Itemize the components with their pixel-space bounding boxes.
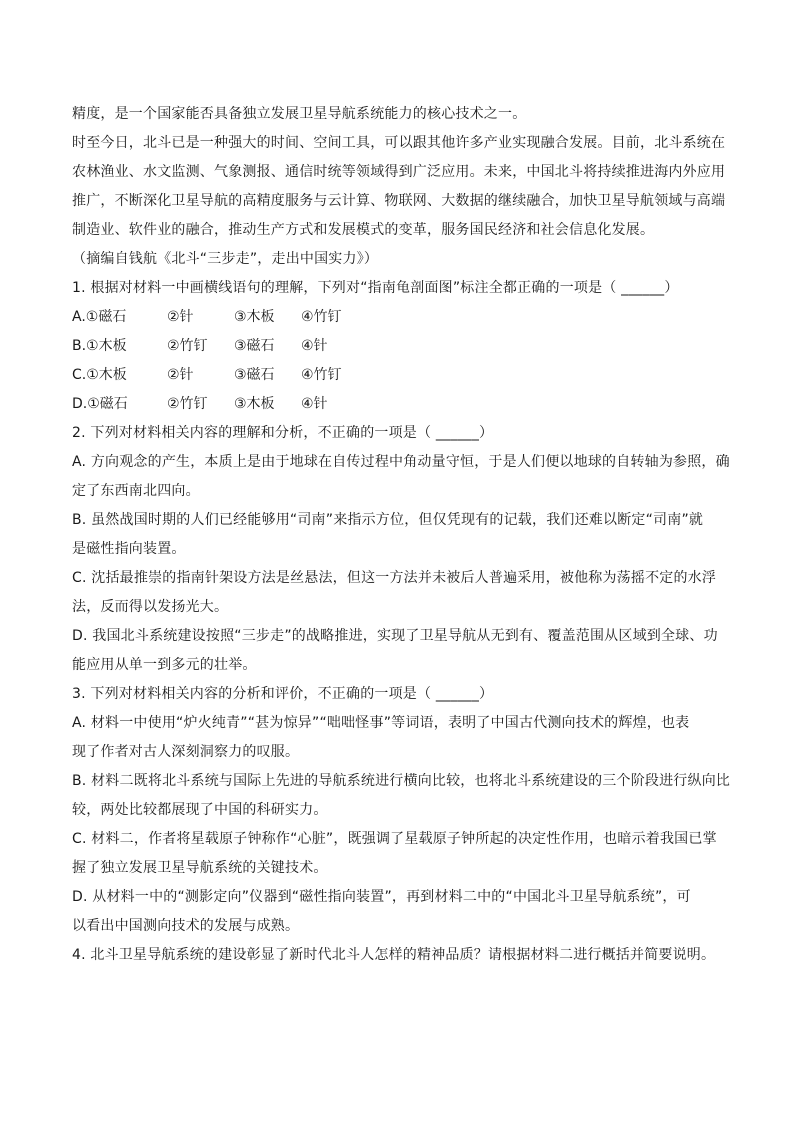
option-part: ④针 <box>301 338 328 354</box>
option-line: B. 材料二既将北斗系统与国际上先进的导航系统进行横向比较，也将北斗系统建设的三个阶段进行纵向比 <box>72 773 731 789</box>
option-part: ③木板 <box>234 309 275 325</box>
question-stem: 1. 根据对材料一中画横线语句的理解，下列对“指南龟剖面图”标注全都正确的一项是（ ______） <box>72 280 679 296</box>
option-c <box>72 361 722 390</box>
option-line: 握了独立发展卫星导航系统的关键技术。 <box>72 860 328 876</box>
passage-line: 精度，是一个国家能否具备独立发展卫星导航系统能力的核心技术之一。 <box>72 106 527 122</box>
option-part: A.①磁石 <box>72 309 127 325</box>
option-part: ③木板 <box>234 396 275 412</box>
option-line: D. 从材料一中的“测影定向”仪器到“磁性指向装置”，再到材料二中的“中国北斗卫星导航系统”，可 <box>72 889 691 905</box>
question-4 <box>72 941 722 970</box>
option-line: C. 材料二，作者将星载原子钟称作“心脏”，既强调了星载原子钟所起的决定性作用，也暗示着我国已掌 <box>72 831 717 847</box>
option-line: B. 虽然战国时期的人们已经能够用“司南”来指示方位，但仅凭现有的记载，我们还难以断定“司南”就 <box>72 512 704 528</box>
option-line: C. 沈括最推崇的指南针架设方法是丝悬法，但这一方法并未被后人普遍采用，被他称为荡摇不定的水浮 <box>72 570 717 586</box>
option-part: ②竹钉 <box>167 396 208 412</box>
option-part: ④竹钉 <box>301 309 342 325</box>
option-part: ④竹钉 <box>301 367 342 383</box>
option-a <box>72 303 722 332</box>
option-line: A. 方向观念的产生，本质上是由于地球在自传过程中角动量守恒，于是人们便以地球的自转轴为参照，确 <box>72 454 730 470</box>
option-line: 现了作者对古人深刻洞察力的叹服。 <box>72 744 300 760</box>
document-content <box>72 100 731 970</box>
passage-line: 制造业、软件业的融合，推动生产方式和发展模式的变革，服务国民经济和社会信息化发展。 <box>72 222 655 238</box>
option-part: C.①木板 <box>72 367 127 383</box>
option-b <box>72 332 722 361</box>
reading-passage <box>72 100 726 274</box>
question-3 <box>72 680 731 941</box>
option-part: ②针 <box>167 367 194 383</box>
passage-source: （摘编自钱航《北斗“三步走”，走出中国实力》） <box>72 251 379 267</box>
option-line: 以看出中国测向技术的发展与成熟。 <box>72 918 300 934</box>
option-d <box>72 390 722 419</box>
option-line: 能应用从单一到多元的壮举。 <box>72 657 257 673</box>
option-line: D. 我国北斗系统建设按照“三步走”的战略推进，实现了卫星导航从无到有、覆盖范围从区域到全球、功 <box>72 628 718 644</box>
question-stem: 3. 下列对材料相关内容的分析和评价，不正确的一项是（ ______） <box>72 686 494 702</box>
question-stem: 2. 下列对材料相关内容的理解和分析，不正确的一项是（ ______） <box>72 425 494 441</box>
option-part: ④针 <box>301 396 328 412</box>
question-2 <box>72 419 730 680</box>
option-part: ②针 <box>167 309 194 325</box>
passage-line: 推广，不断深化卫星导航的高精度服务与云计算、物联网、大数据的继续融合，加快卫星导航领域与高端 <box>72 193 726 209</box>
option-part: D.①磁石 <box>72 396 128 412</box>
option-line: A. 材料一中使用“炉火纯青”“甚为惊异”“咄咄怪事”等词语，表明了中国古代测向技术的辉煌，也表 <box>72 715 690 731</box>
option-part: B.①木板 <box>72 338 127 354</box>
option-line: 定了东西南北四向。 <box>72 483 200 499</box>
passage-line: 农林渔业、水文监测、气象测报、通信时统等领域得到广泛应用。未来，中国北斗将持续推进海内外应用 <box>72 164 726 180</box>
option-line: 是磁性指向装置。 <box>72 541 186 557</box>
passage-line: 时至今日，北斗已是一种强大的时间、空间工具，可以跟其他许多产业实现融合发展。目前，北斗系统在 <box>72 135 726 151</box>
question-1 <box>72 274 722 419</box>
option-line: 较，两处比较都展现了中国的科研实力。 <box>72 802 328 818</box>
option-part: ③磁石 <box>234 338 275 354</box>
question-stem: 4. 北斗卫星导航系统的建设彰显了新时代北斗人怎样的精神品质？请根据材料二进行概括并简要说明。 <box>72 947 716 963</box>
option-part: ②竹钉 <box>167 338 208 354</box>
option-part: ③磁石 <box>234 367 275 383</box>
option-line: 法，反而得以发扬光大。 <box>72 599 229 615</box>
